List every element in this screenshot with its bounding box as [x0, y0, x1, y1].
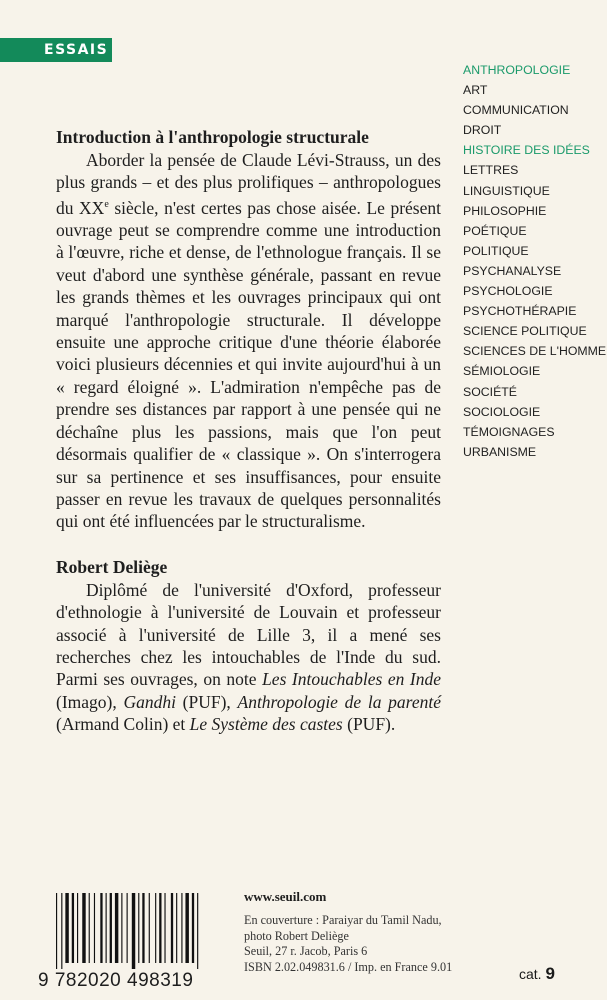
topic-item: COMMUNICATION [463, 103, 569, 118]
series-badge: ESSAIS [0, 38, 112, 62]
category-code [519, 964, 555, 984]
work-title: Le Système des castes [189, 714, 343, 735]
main-text [56, 125, 441, 736]
back-cover-footer [0, 880, 607, 1000]
topic-item: PSYCHANALYSE [463, 263, 562, 278]
topic-item: POÉTIQUE [463, 223, 527, 238]
topic-item: PHILOSOPHIE [463, 203, 547, 218]
topic-item: LINGUISTIQUE [463, 183, 550, 198]
summary-start: Aborder la pensée de Claude Lévi-Strauss, un des plus grands – et des plus prolifiques – anthropologues du [56, 150, 441, 218]
book-title: Introduction à l'anthropologie structurale [56, 127, 369, 147]
publication-info [244, 913, 452, 975]
barcode-digits: 9 782020 498319 [38, 970, 194, 991]
publisher: (PUF). [342, 714, 396, 735]
author-bio [56, 579, 441, 736]
topic-item: SOCIÉTÉ [463, 384, 517, 399]
topic-item: SÉMIOLOGIE [463, 364, 541, 379]
bio-text: Diplômé de l'université d'Oxford, professeur d'ethnologie à l'université de Louvain et professeur associé à l'université de Lille 3, il a mené ses recherches chez les intouchables de l'Inde du sud. Parmi ses ouvrages, on note [56, 579, 441, 690]
book-summary [56, 149, 441, 533]
topic-item: PSYCHOLOGIE [463, 284, 553, 299]
barcode-image [54, 893, 234, 969]
century-roman: XX [79, 197, 105, 218]
publisher: (Imago), [56, 691, 124, 712]
topic-item: URBANISME [463, 444, 537, 459]
topic-item: LETTRES [463, 163, 519, 178]
cat-value: 9 [545, 964, 555, 983]
topic-item: ART [463, 83, 488, 98]
topic-item: SCIENCES DE L'HOMME [463, 344, 607, 359]
author-name: Robert Deliège [56, 556, 168, 577]
work-title: Anthropologie de la parenté [237, 691, 441, 712]
cover-credit: En couverture : Paraiyar du Tamil Nadu, [244, 913, 442, 927]
topic-item: ANTHROPOLOGIE [463, 63, 571, 77]
topic-item: SCIENCE POLITIQUE [463, 324, 587, 339]
publisher-website: www.seuil.com [244, 889, 327, 904]
work-title: Gandhi [123, 691, 176, 712]
topic-item: PSYCHOTHÉRAPIE [463, 304, 577, 319]
isbn-line: ISBN 2.02.049831.6 / Imp. en France 9.01 [244, 959, 453, 974]
cat-label: cat. [519, 966, 542, 982]
publisher-address: Seuil, 27 r. Jacob, Paris 6 [244, 944, 368, 958]
cover-credit: photo Robert Deliège [244, 928, 349, 943]
publisher: (PUF), [175, 691, 238, 712]
century-superscript: e [104, 198, 109, 210]
topic-item: SOCIOLOGIE [463, 404, 541, 419]
topic-item: HISTOIRE DES IDÉES [463, 143, 590, 158]
summary-end: siècle, n'est certes pas chose aisée. Le présent ouvrage peut se comprendre comme une introduction à l'œuvre, riche et dense, de l'ethnologue français. Il se veut d'abord une synthèse générale, passant en revue les grands thèmes et les ouvrages principaux qui ont marqué l'anthropologie structurale. Il développe ensuite une approche critique d'une théorie élaborée voici plusieurs décennies et qui invite aujourd'hui à un « regard éloigné ». L'admiration n'empêche pas de prendre ses distances par rapport à une pensée qui ne déchaîne plus les passions, mais que l'on peut désormais qualifier de « classique ». On s'interrogera sur sa pertinence et ses insuffisances, pour ensuite passer en revue les travaux de quelques personnalités qui ont été influencées par le structuralisme. [56, 197, 441, 532]
topic-list [463, 60, 606, 462]
publisher: (Armand Colin) et [56, 714, 190, 735]
topic-item: TÉMOIGNAGES [463, 424, 555, 439]
topic-item: DROIT [463, 123, 502, 138]
work-title: Les Intouchables en Inde [262, 669, 441, 690]
topic-item: POLITIQUE [463, 243, 529, 258]
